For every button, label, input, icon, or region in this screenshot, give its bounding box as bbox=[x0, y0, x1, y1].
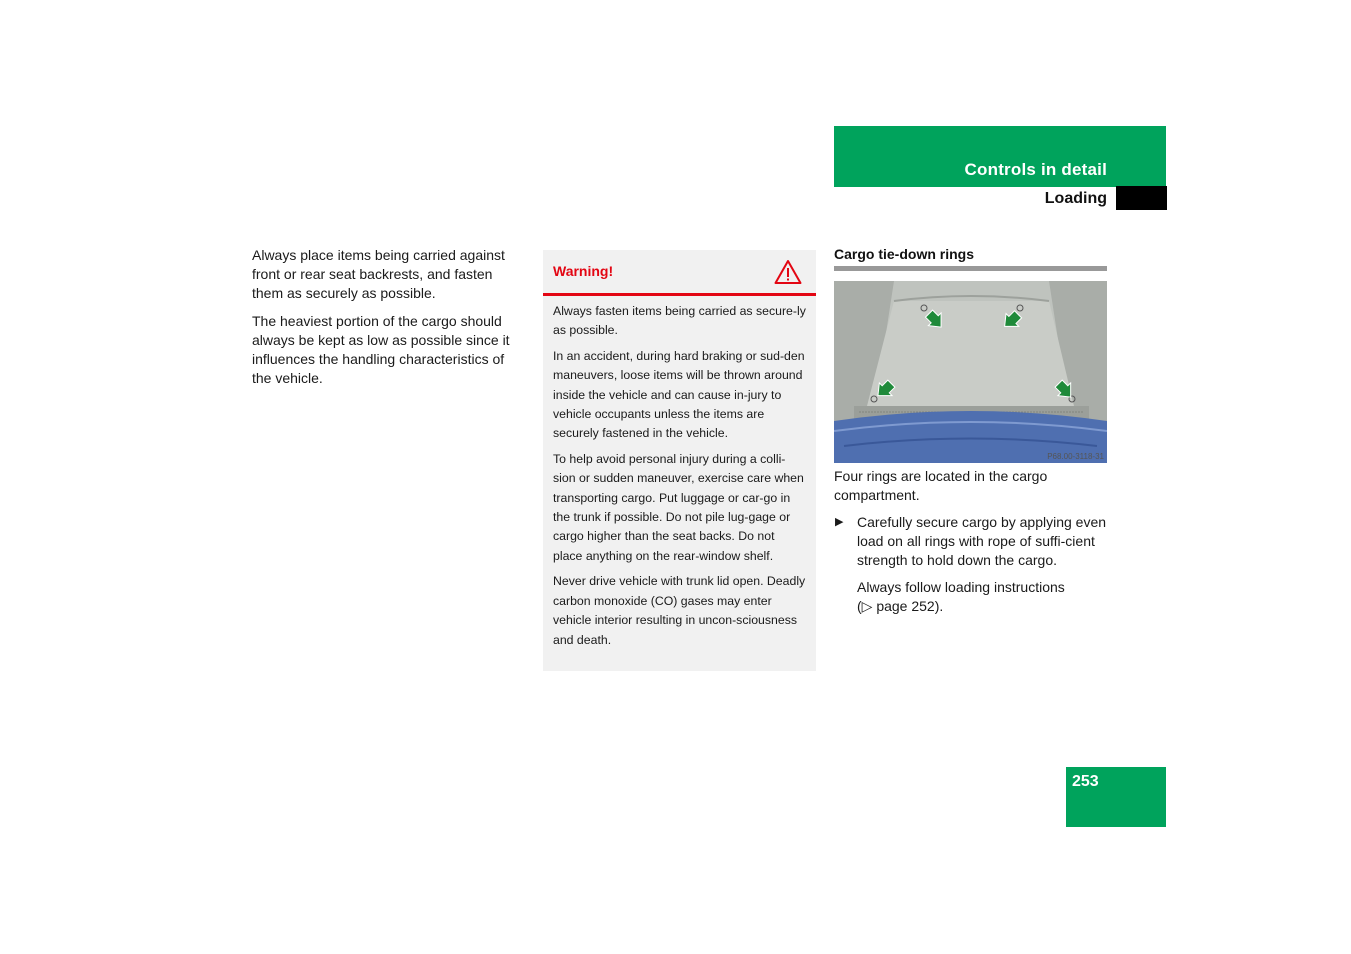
instruction-item bbox=[834, 513, 1107, 570]
cargo-heading: Cargo tie-down rings bbox=[834, 246, 1107, 271]
cargo-text bbox=[834, 467, 1107, 616]
subsection-title: Loading bbox=[1044, 190, 1107, 207]
warning-box bbox=[543, 250, 816, 671]
warning-paragraph: Never drive vehicle with trunk lid open. Deadly carbon monoxide (CO) gases may enter vehicle interior resulting in uncon-sciousness and death. bbox=[553, 574, 806, 647]
page-number-block bbox=[1066, 767, 1166, 827]
section-header bbox=[834, 126, 1166, 187]
cargo-compartment-photo bbox=[834, 281, 1107, 463]
paragraph: The heaviest portion of the cargo should always be kept as low as possible since it influences the handling characteristics of the vehicle. bbox=[252, 313, 510, 386]
cargo-intro: Four rings are located in the cargo compartment. bbox=[834, 468, 1048, 503]
warning-title: Warning! bbox=[553, 263, 614, 279]
page-number: 253 bbox=[1072, 773, 1099, 790]
cross-reference bbox=[834, 578, 1107, 616]
warning-header bbox=[543, 250, 816, 296]
cargo-compartment-illustration bbox=[834, 281, 1107, 463]
chapter-tab bbox=[1116, 186, 1167, 210]
warning-paragraph: To help avoid personal injury during a colli-sion or sudden maneuver, exercise care when transporting cargo. Put luggage or car-go in the trunk if possible. Do not pile lug-gage or cargo higher than the seat backs. Do not place anything on the rear-window shelf. bbox=[553, 451, 804, 563]
left-column bbox=[252, 246, 524, 397]
note-text: Always follow loading instructions bbox=[857, 579, 1065, 595]
warning-body bbox=[543, 296, 816, 650]
image-code: P68.00-3118-31 bbox=[1047, 452, 1104, 461]
warning-triangle-icon bbox=[774, 259, 802, 285]
instruction-text: Carefully secure cargo by applying even load on all rings with rope of suffi-cient strength to hold down the cargo. bbox=[857, 514, 1107, 568]
paragraph: Always place items being carried against front or rear seat backrests, and fasten them as securely as possible. bbox=[252, 247, 505, 301]
section-title: Controls in detail bbox=[964, 160, 1107, 179]
triangle-bullet-icon: ▶ bbox=[835, 516, 844, 528]
warning-paragraph: Always fasten items being carried as secure-ly as possible. bbox=[553, 304, 806, 338]
right-column bbox=[834, 246, 1107, 624]
warning-paragraph: In an accident, during hard braking or sud-den maneuvers, loose items will be thrown around inside the vehicle and can cause in-jury to vehicle occupants unless the items are securely fastened in the vehicle. bbox=[553, 348, 805, 441]
page-reference-link[interactable]: (▷ page 252). bbox=[857, 598, 944, 614]
